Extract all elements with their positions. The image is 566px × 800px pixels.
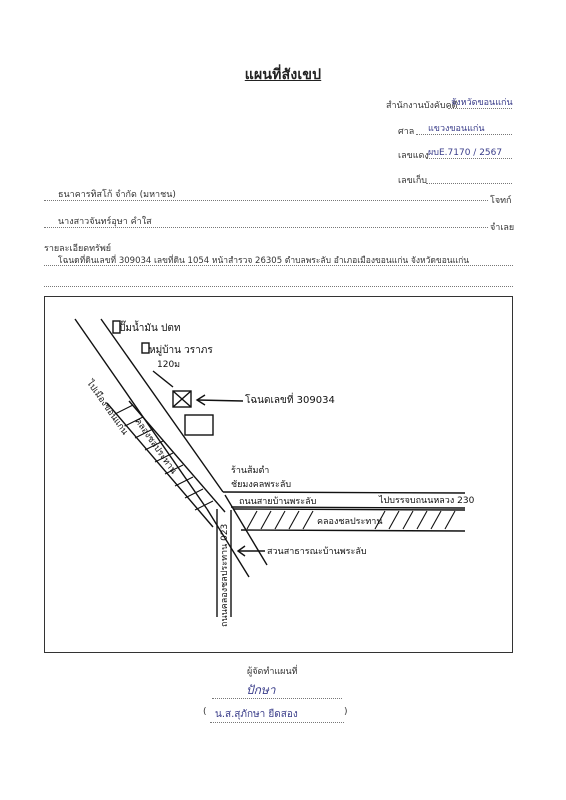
name-line <box>210 722 344 723</box>
canal-bottom <box>241 530 465 531</box>
road-to-mueang-label: ไปเมืองขอนแก่น <box>84 378 130 438</box>
plaintiff-name: ธนาคารทิสโก้ จำกัด (มหาชน) <box>58 190 176 200</box>
signature-line <box>212 698 342 699</box>
shop-line1: ร้านส้มตำ <box>231 466 270 476</box>
name-open-paren: ( <box>203 707 207 717</box>
court-value: แขวงขอนแก่น <box>428 124 485 134</box>
shop-line2: ชัยมงคลพระลับ <box>231 480 292 490</box>
plaintiff-role: โจทก์ <box>490 196 512 206</box>
canal-vertical-label: ถนนคลองชลประทาน 023 <box>220 523 230 627</box>
file-no-label: เลขเก็บ <box>398 176 427 186</box>
property-label: รายละเอียดทรัพย์ <box>44 244 112 254</box>
defendant-role: จำเลย <box>490 223 515 233</box>
distance-label: 120ม <box>157 360 181 370</box>
village-icon <box>142 343 149 353</box>
canal-right-label: คลองชลประทาน <box>317 517 383 527</box>
canal-left-label: คลองชลประทาน <box>132 416 179 477</box>
signature: ปักษา <box>246 683 276 697</box>
property-line-2 <box>44 286 513 287</box>
building <box>185 415 213 435</box>
name-close-paren: ) <box>344 707 348 717</box>
file-no-line <box>426 183 512 184</box>
defendant-name: นางสาวจันทร์อุษา คำใส <box>58 217 152 227</box>
park-label: สวนสาธารณะบ้านพระลับ <box>267 547 367 557</box>
road-name-label: ถนนสายบ้านพระลับ <box>239 497 317 507</box>
plaintiff-line <box>44 200 488 201</box>
property-detail: โฉนดที่ดินเลขที่ 309034 เลขที่ดิน 1054 หน้าสำรวจ 26305 ตำบลพระลับ อำเภอเมืองขอนแก่น จังหวัดขอนแก่น <box>58 256 470 266</box>
case-no-value: ผบE.7170 / 2567 <box>428 148 503 158</box>
case-no-line <box>426 158 512 159</box>
deed-pointer-label: โฉนดเลขที่ 309034 <box>245 395 335 406</box>
sketch-map <box>44 296 513 653</box>
canal-top <box>233 509 465 510</box>
court-line <box>416 134 512 135</box>
gas-station-label: ปั๊มน้ำมัน ปตท <box>119 323 181 334</box>
case-no-label: เลขแดง <box>398 151 429 161</box>
village-label: หมู่บ้าน วราภร <box>149 345 213 356</box>
mapper-name: น.ส.สุภักษา ยืดสอง <box>215 709 298 720</box>
map-drawing <box>45 297 512 652</box>
court-label: ศาล <box>398 127 415 137</box>
office-value: จังหวัดขอนแก่น <box>451 98 513 108</box>
property-line-1 <box>44 265 513 266</box>
deed-arrow <box>197 400 243 401</box>
page-title: แผนที่สังเขป <box>244 67 322 83</box>
office-label: สำนักงานบังคับคดี <box>386 101 458 111</box>
village-arrow <box>153 371 173 387</box>
defendant-line <box>44 227 488 228</box>
road-to-highway-label: ไปบรรจบถนนหลวง 230 <box>379 496 475 506</box>
office-line <box>448 108 512 109</box>
mapper-label: ผู้จัดทำแผนที่ <box>247 667 298 677</box>
